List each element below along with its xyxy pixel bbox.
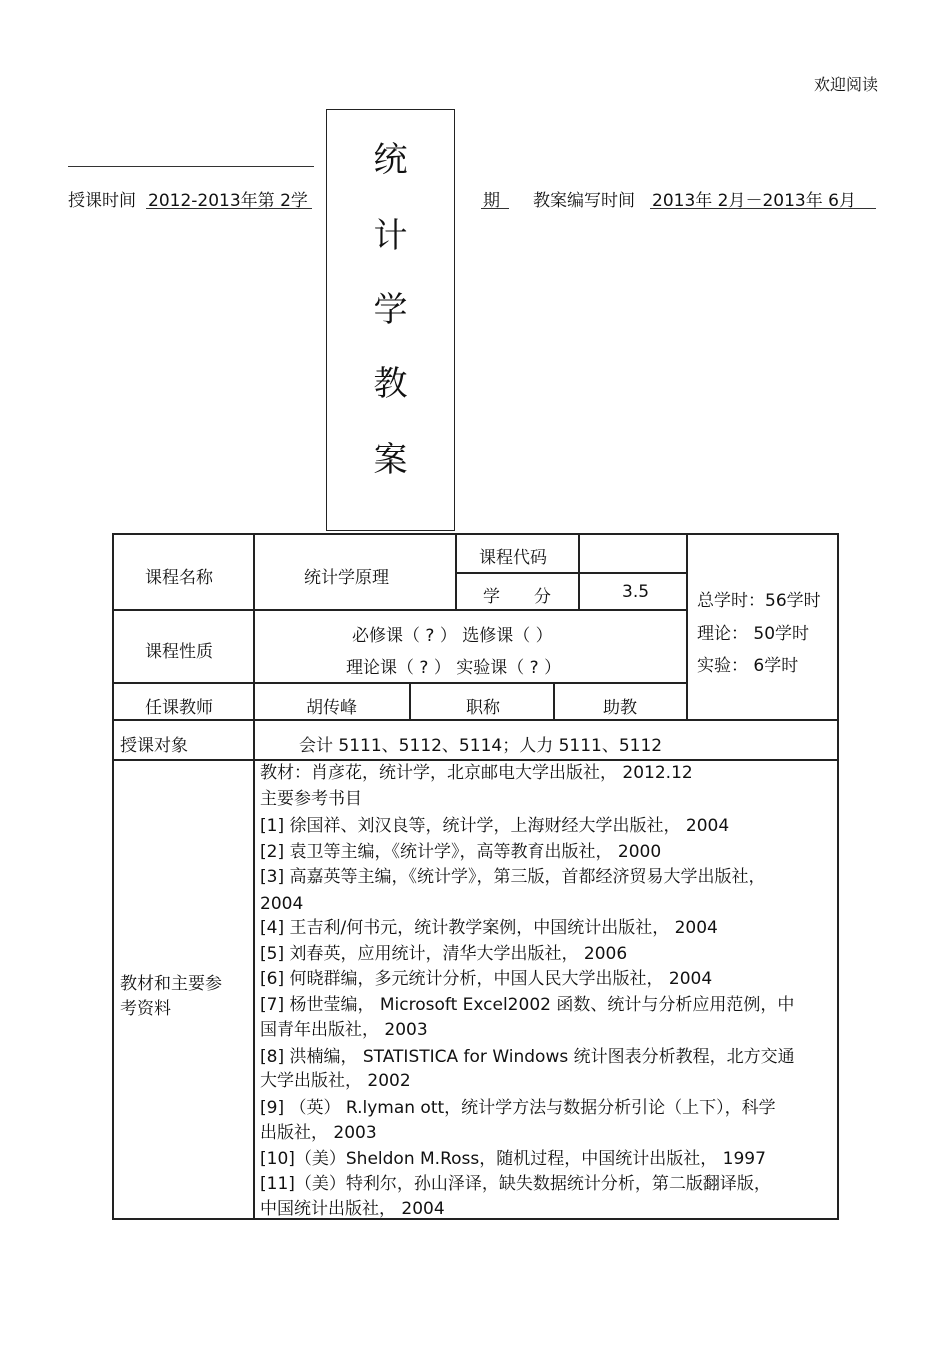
credit-label: 学 分 — [483, 587, 551, 607]
table-line — [112, 1218, 839, 1220]
teacher-label: 任课教师 — [145, 698, 213, 718]
title-char: 学 — [373, 290, 408, 330]
teacher-value: 胡传峰 — [306, 698, 357, 718]
title-char: 计 — [373, 216, 408, 256]
table-line — [112, 682, 687, 684]
title-box — [326, 109, 455, 531]
top-rule-left — [68, 166, 314, 167]
table-line — [112, 759, 839, 761]
time-suffix: 期 — [483, 191, 500, 211]
materials-label-line-1: 教材和主要参 — [120, 974, 222, 994]
target-label: 授课对象 — [120, 736, 188, 756]
welcome-text: 欢迎阅读 — [813, 75, 878, 94]
course-nature-line-1: 必修课（ ? ） 选修课（ ） — [352, 626, 553, 646]
table-line — [837, 533, 839, 1220]
time-underline — [146, 208, 312, 209]
hours-experiment: 实验： 6学时 — [697, 656, 799, 676]
table-line — [253, 533, 255, 1220]
job-title-value: 助教 — [603, 698, 637, 718]
table-line — [553, 682, 555, 720]
course-name-value: 统计学原理 — [304, 568, 389, 588]
course-code-label: 课程代码 — [479, 548, 547, 568]
table-line — [686, 533, 688, 721]
course-nature-label: 课程性质 — [145, 642, 213, 662]
write-time-underline — [650, 208, 876, 209]
credit-value: 3.5 — [622, 582, 650, 602]
write-time-value: 2013年 2月－2013年 6月 — [652, 191, 856, 211]
title-char: 案 — [373, 440, 408, 480]
material-line: 2004 — [260, 894, 304, 914]
time-label: 授课时间 — [68, 191, 136, 211]
material-line: 中国统计出版社， 2004 — [260, 1199, 445, 1219]
material-line: [3] 高嘉英等主编，《统计学》，第三版，首都经济贸易大学出版社， — [260, 867, 766, 887]
material-line: 主要参考书目 — [260, 789, 362, 809]
material-line: [11]（美）特利尔，孙山泽译，缺失数据统计分析，第二版翻译版， — [260, 1174, 771, 1194]
material-line: 教材：肖彦花，统计学，北京邮电大学出版社， 2012.12 — [260, 763, 693, 783]
table-line — [112, 533, 839, 535]
material-line: [9] （英） R.lyman ott，统计学方法与数据分析引论（上下），科学 — [260, 1098, 776, 1118]
course-nature-line-2: 理论课（ ? ） 实验课（ ? ） — [346, 658, 562, 678]
table-line — [112, 609, 687, 611]
material-line: [8] 洪楠编， STATISTICA for Windows 统计图表分析教程，北方交通 — [260, 1047, 795, 1067]
job-title-label: 职称 — [466, 698, 500, 718]
material-line: 出版社， 2003 — [260, 1123, 377, 1143]
table-line — [112, 719, 839, 721]
material-line: 大学出版社， 2002 — [260, 1071, 411, 1091]
table-line — [112, 533, 114, 1220]
material-line: [5] 刘春英，应用统计，清华大学出版社， 2006 — [260, 944, 628, 964]
material-line: [10]（美）Sheldon M.Ross，随机过程，中国统计出版社， 1997 — [260, 1149, 766, 1169]
write-time-label: 教案编写时间 — [533, 191, 635, 211]
table-line — [455, 533, 457, 611]
hours-total: 总学时：56学时 — [697, 591, 821, 611]
material-line: [7] 杨世莹编， Microsoft Excel2002 函数、统计与分析应用范例，中 — [260, 995, 795, 1015]
table-line — [455, 572, 687, 574]
title-char: 统 — [373, 140, 408, 180]
time-value: 2012-2013年第 2学 — [148, 191, 308, 211]
hours-theory: 理论： 50学时 — [697, 624, 810, 644]
material-line: [2] 袁卫等主编，《统计学》，高等教育出版社， 2000 — [260, 842, 662, 862]
materials-label-line-2: 考资料 — [120, 999, 171, 1019]
material-line: [1] 徐国祥、刘汉良等，统计学，上海财经大学出版社， 2004 — [260, 816, 730, 836]
material-line: [4] 王吉利/何书元，统计教学案例，中国统计出版社， 2004 — [260, 918, 718, 938]
target-value: 会计 5111、5112、5114；人力 5111、5112 — [299, 736, 663, 756]
table-line — [409, 682, 411, 720]
table-line — [578, 533, 580, 611]
material-line: [6] 何晓群编，多元统计分析，中国人民大学出版社， 2004 — [260, 969, 713, 989]
material-line: 国青年出版社， 2003 — [260, 1020, 428, 1040]
title-char: 教 — [373, 364, 408, 404]
course-name-label: 课程名称 — [145, 568, 213, 588]
suffix-underline — [481, 208, 509, 209]
